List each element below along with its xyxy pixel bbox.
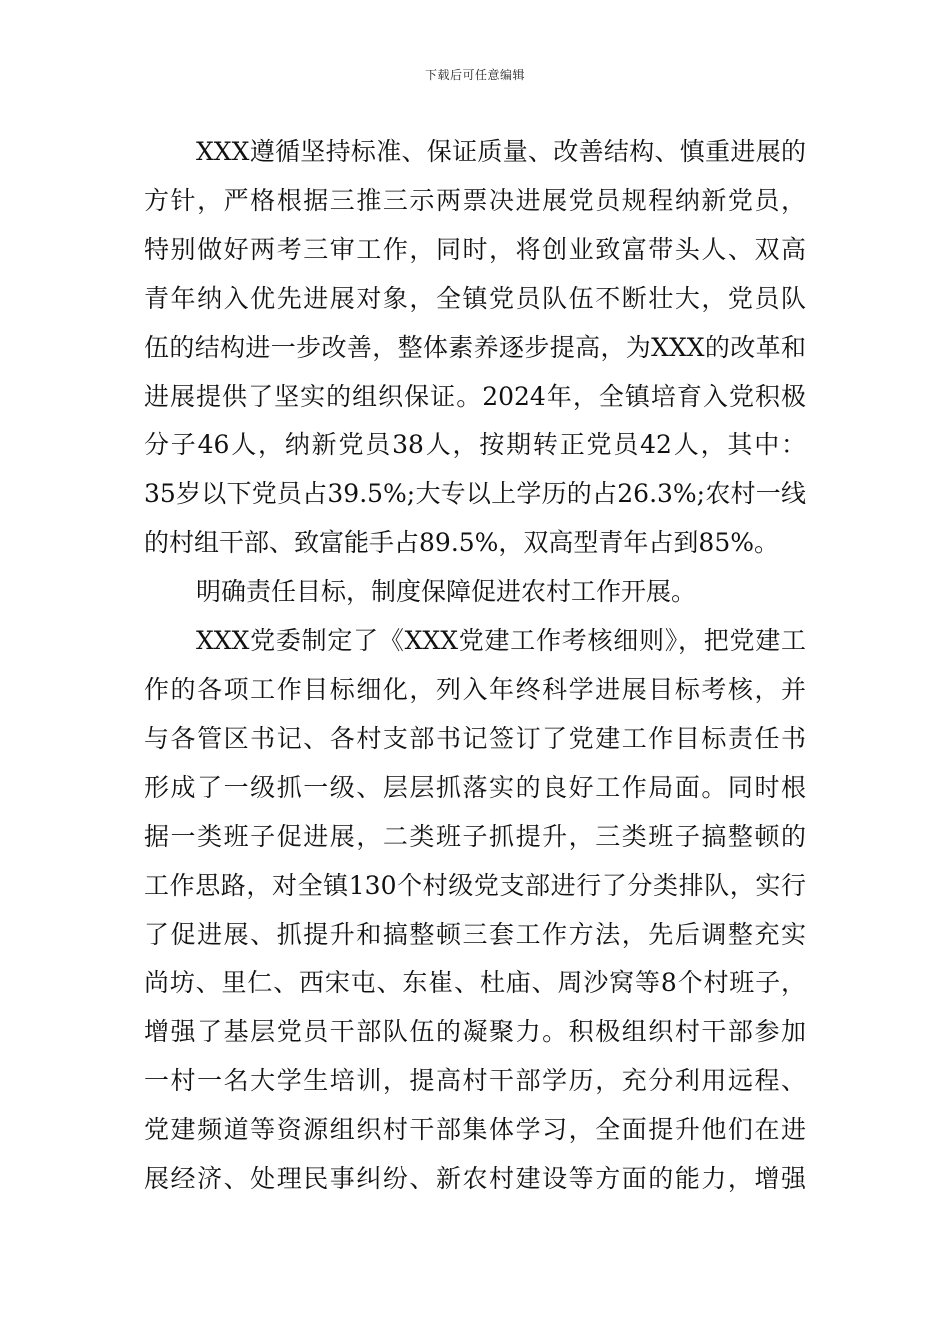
document-body bbox=[144, 128, 806, 1204]
text-line: 形成了一级抓一级、层层抓落实的良好工作局面。同时根 bbox=[144, 772, 806, 802]
text-line: 青年纳入优先进展对象，全镇党员队伍不断壮大，党员队 bbox=[144, 283, 806, 313]
text-line: 一村一名大学生培训，提高村干部学历，充分利用远程、 bbox=[144, 1066, 806, 1096]
text-line: 分子46人，纳新党员38人，按期转正党员42人，其中： bbox=[144, 430, 806, 460]
text-line: 作的各项工作目标细化，列入年终科学进展目标考核，并 bbox=[144, 674, 806, 704]
text-line: 35岁以下党员占39.5%;大专以上学历的占26.3%;农村一线 bbox=[144, 479, 806, 509]
text-line: XXX党委制定了《XXX党建工作考核细则》，把党建工 bbox=[196, 626, 806, 656]
paragraph-1 bbox=[144, 128, 806, 568]
text-line: 特别做好两考三审工作，同时，将创业致富带头人、双高 bbox=[144, 234, 806, 264]
text-line: 了促进展、抓提升和搞整顿三套工作方法，先后调整充实 bbox=[144, 919, 806, 949]
text-line: 与各管区书记、各村支部书记签订了党建工作目标责任书 bbox=[144, 723, 806, 753]
text-line: 工作思路，对全镇130个村级党支部进行了分类排队，实行 bbox=[144, 870, 806, 900]
text-line: XXX遵循坚持标准、保证质量、改善结构、慎重进展的 bbox=[196, 137, 806, 166]
page-header: 下载后可任意编辑 bbox=[424, 68, 525, 82]
text-line: 增强了基层党员干部队伍的凝聚力。积极组织村干部参加 bbox=[144, 1017, 806, 1047]
text-line: 伍的结构进一步改善，整体素养逐步提高，为XXX的改革和 bbox=[144, 332, 806, 362]
text-line: 尚坊、里仁、西宋屯、东崔、杜庙、周沙窝等8个村班子， bbox=[144, 968, 806, 998]
text-line: 党建频道等资源组织村干部集体学习，全面提升他们在进 bbox=[144, 1115, 806, 1145]
text-line: 方针，严格根据三推三示两票决进展党员规程纳新党员， bbox=[144, 185, 806, 215]
paragraph-3 bbox=[144, 617, 806, 1204]
text-line: 据一类班子促进展，二类班子抓提升，三类班子搞整顿的 bbox=[144, 821, 806, 851]
text-line: 展经济、处理民事纠纷、新农村建设等方面的能力，增强 bbox=[144, 1164, 806, 1194]
paragraph-2 bbox=[144, 568, 806, 617]
text-line: 进展提供了坚实的组织保证。2024年，全镇培育入党积极 bbox=[144, 381, 806, 411]
text-line: 明确责任目标，制度保障促进农村工作开展。 bbox=[196, 577, 697, 607]
text-line: 的村组干部、致富能手占89.5%，双高型青年占到85%。 bbox=[144, 528, 779, 558]
